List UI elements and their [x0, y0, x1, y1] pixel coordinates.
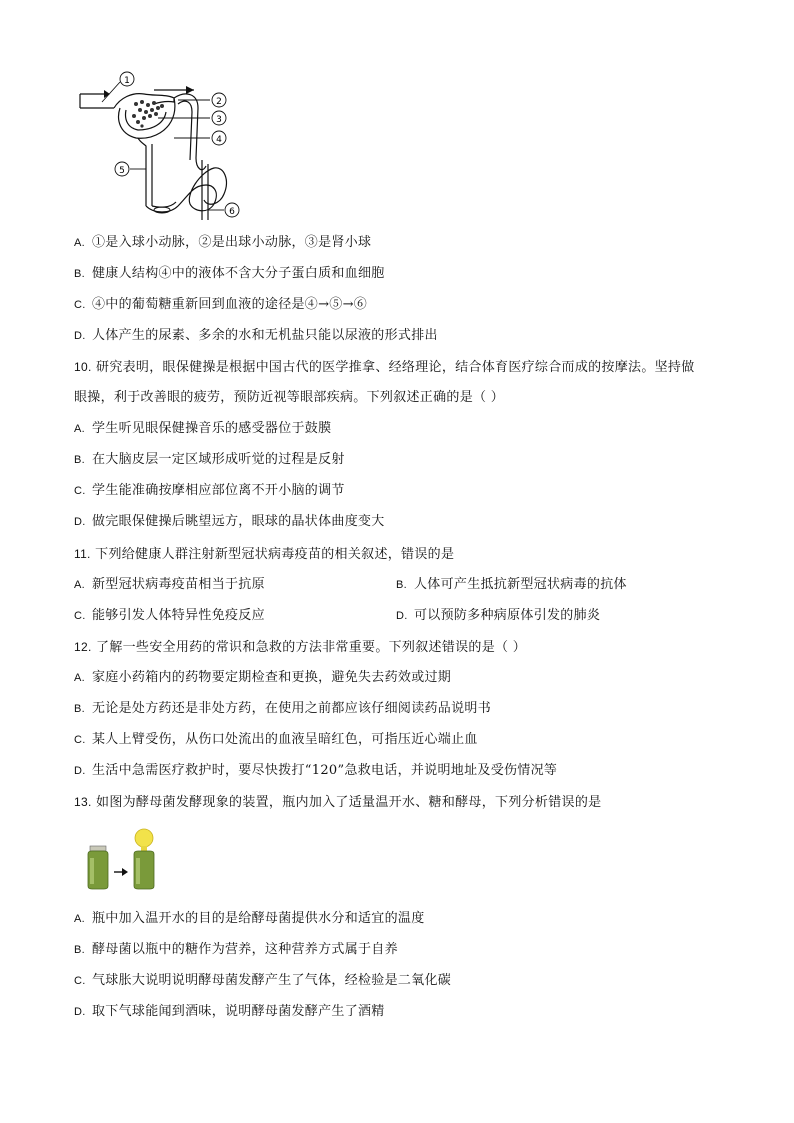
- svg-text:3: 3: [216, 115, 222, 125]
- q12-stem: 12. 了解一些安全用药的常识和急救的方法非常重要。下列叙述错误的是（ ）: [74, 640, 527, 655]
- q9-option-b: B. 健康人结构④中的液体不含大分子蛋白质和血细胞: [74, 266, 385, 281]
- q11-option-a: A. 新型冠状病毒疫苗相当于抗原: [74, 577, 265, 592]
- q10-option-d: D. 做完眼保健操后眺望远方，眼球的晶状体曲度变大: [74, 514, 385, 529]
- q12-option-c: C. 某人上臂受伤，从伤口处流出的血液呈暗红色，可指压近心端止血: [74, 732, 478, 747]
- q13-option-d: D. 取下气球能闻到酒味，说明酵母菌发酵产生了酒精: [74, 1004, 385, 1019]
- label-1: [120, 72, 134, 86]
- svg-text:2: 2: [216, 97, 222, 107]
- q10-stem-line2: 眼操，利于改善眼的疲劳，预防近视等眼部疾病。下列叙述正确的是（ ）: [74, 390, 505, 405]
- q11-options-row1: [74, 576, 724, 594]
- yeast-bottle-figure: [84, 828, 164, 890]
- svg-text:4: 4: [216, 135, 222, 145]
- label-3: [212, 111, 226, 125]
- q11-stem: 11. 下列给健康人群注射新型冠状病毒疫苗的相关叙述，错误的是: [74, 547, 455, 562]
- label-4: [212, 131, 226, 145]
- q11-options-row2: [74, 607, 724, 625]
- q9-option-d: D. 人体产生的尿素、多余的水和无机盐只能以尿液的形式排出: [74, 328, 438, 343]
- q13-option-c: C. 气球胀大说明说明酵母菌发酵产生了气体，经检验是二氧化碳: [74, 973, 452, 988]
- label-2: [212, 93, 226, 107]
- q12-option-b: B. 无论是处方药还是非处方药，在使用之前都应该仔细阅读药品说明书: [74, 701, 492, 716]
- q11-option-b: B. 人体可产生抵抗新型冠状病毒的抗体: [396, 577, 627, 592]
- q13-option-a: A. 瓶中加入温开水的目的是给酵母菌提供水分和适宜的温度: [74, 911, 425, 926]
- q13-option-b: B. 酵母菌以瓶中的糖作为营养，这种营养方式属于自养: [74, 942, 398, 957]
- q13-stem: 13. 如图为酵母菌发酵现象的装置，瓶内加入了适量温开水、糖和酵母，下列分析错误的是: [74, 795, 602, 810]
- label-6: [225, 203, 239, 217]
- q12-option-a: A. 家庭小药箱内的药物要定期检查和更换，避免失去药效或过期: [74, 670, 452, 685]
- q12-option-d: D. 生活中急需医疗救护时，要尽快拨打“120”急救电话，并说明地址及受伤情况等: [74, 763, 558, 778]
- q10-stem-line1: 10. 研究表明，眼保健操是根据中国古代的医学推拿、经络理论，结合体育医疗综合而成的按摩法。坚持做: [74, 360, 695, 375]
- svg-text:1: 1: [124, 76, 130, 86]
- q9-option-a: A. ①是入球小动脉，②是出球小动脉，③是肾小球: [74, 235, 372, 250]
- q11-option-d: D. 可以预防多种病原体引发的肺炎: [396, 608, 601, 623]
- svg-text:6: 6: [229, 207, 235, 217]
- nephron-diagram: [74, 68, 254, 220]
- svg-text:5: 5: [119, 166, 125, 176]
- q10-option-a: A. 学生听见眼保健操音乐的感受器位于鼓膜: [74, 421, 332, 436]
- q9-option-c: C. ④中的葡萄糖重新回到血液的途径是④→⑤→⑥: [74, 297, 368, 312]
- q10-option-c: C. 学生能准确按摩相应部位离不开小脑的调节: [74, 483, 345, 498]
- q11-option-c: C. 能够引发人体特异性免疫反应: [74, 608, 265, 623]
- label-5: [115, 162, 129, 176]
- q10-option-b: B. 在大脑皮层一定区域形成听觉的过程是反射: [74, 452, 345, 467]
